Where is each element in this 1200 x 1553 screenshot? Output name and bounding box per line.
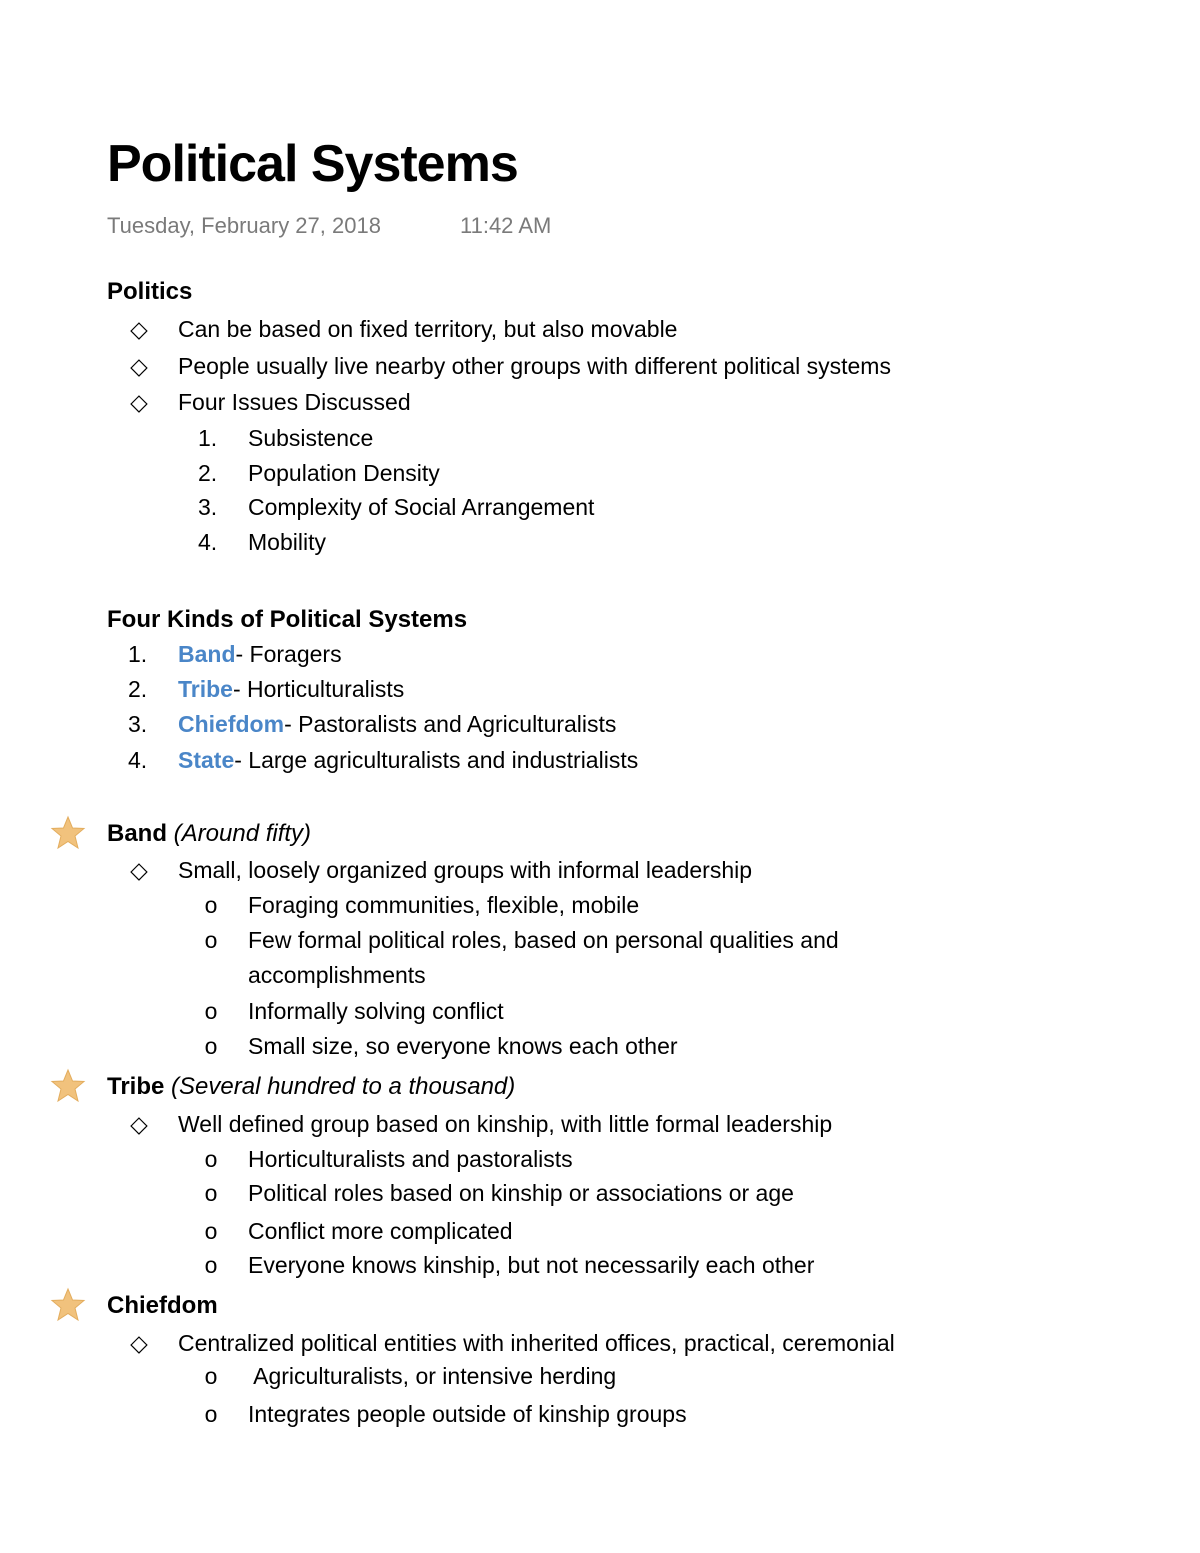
- kind-name: State: [178, 747, 235, 773]
- kind-name: Chiefdom: [178, 711, 285, 737]
- circle-bullet-icon: o: [204, 892, 218, 918]
- tribe-sub-text: Everyone knows kinship, but not necessarily each other: [248, 1252, 815, 1278]
- sub-bullet: [200, 1218, 222, 1245]
- band-title: Band: [107, 820, 167, 847]
- issue-text: Complexity of Social Arrangement: [248, 494, 595, 520]
- tribe-bullet: [128, 1111, 150, 1138]
- kind-number: 2.: [128, 676, 148, 702]
- tribe-sub-text: Horticulturalists and pastoralists: [248, 1146, 573, 1172]
- kind-number: 4.: [128, 747, 148, 773]
- politics-bullet-text: Four Issues Discussed: [178, 389, 411, 415]
- issue-number: 1.: [198, 425, 218, 451]
- politics-bullet: [128, 316, 150, 343]
- diamond-bullet-icon: ◇: [130, 857, 148, 883]
- diamond-bullet-icon: ◇: [130, 389, 148, 415]
- chiefdom-sub-text: Agriculturalists, or intensive herding: [248, 1363, 617, 1389]
- circle-bullet-icon: o: [204, 1401, 218, 1427]
- sub-bullet: [200, 1401, 222, 1428]
- kind-desc: - Pastoralists and Agriculturalists: [284, 711, 617, 737]
- issue-number: 2.: [198, 460, 218, 486]
- star-icon: [50, 815, 86, 851]
- issue-text: Population Density: [248, 460, 440, 486]
- issue-number: 3.: [198, 494, 218, 520]
- tribe-sub-text: Political roles based on kinship or associations or age: [248, 1180, 794, 1206]
- tribe-title: Tribe: [107, 1073, 165, 1100]
- circle-bullet-icon: o: [204, 1363, 218, 1389]
- kind-number: 3.: [128, 711, 148, 737]
- band-sub-text: Informally solving conflict: [248, 998, 504, 1024]
- circle-bullet-icon: o: [204, 1146, 218, 1172]
- tribe-sub-text: Conflict more complicated: [248, 1218, 513, 1244]
- tribe-heading: [107, 1073, 515, 1101]
- sub-bullet: [200, 1180, 222, 1207]
- band-subtitle: (Around fifty): [173, 820, 312, 847]
- band-sub-text: Foraging communities, flexible, mobile: [248, 892, 640, 918]
- kind-desc: - Foragers: [235, 641, 342, 667]
- circle-bullet-icon: o: [204, 1218, 218, 1244]
- kind-item: [178, 711, 616, 738]
- circle-bullet-icon: o: [204, 927, 218, 953]
- band-heading: [107, 820, 311, 848]
- circle-bullet-icon: o: [204, 1180, 218, 1206]
- kind-desc: - Large agriculturalists and industrialists: [234, 747, 639, 773]
- kind-item: [178, 676, 404, 703]
- band-bullet-text: Small, loosely organized groups with informal leadership: [178, 857, 753, 883]
- kind-name: Tribe: [178, 676, 233, 702]
- band-sub-text-cont: accomplishments: [248, 962, 426, 988]
- politics-bullet-text: Can be based on fixed territory, but also movable: [178, 316, 678, 342]
- star-icon: [50, 1068, 86, 1104]
- issue-text: Subsistence: [248, 425, 374, 451]
- sub-bullet: [200, 892, 222, 919]
- kind-item: [178, 747, 638, 774]
- circle-bullet-icon: o: [204, 1033, 218, 1059]
- chiefdom-bullet: [128, 1330, 150, 1357]
- kind-desc: - Horticulturalists: [232, 676, 405, 702]
- sub-bullet: [200, 1033, 222, 1060]
- issue-text: Mobility: [248, 529, 326, 555]
- diamond-bullet-icon: ◇: [130, 1111, 148, 1137]
- tribe-bullet-text: Well defined group based on kinship, with little formal leadership: [178, 1111, 833, 1137]
- band-sub-text: Small size, so everyone knows each other: [248, 1033, 678, 1059]
- politics-bullet: [128, 353, 150, 380]
- diamond-bullet-icon: ◇: [130, 316, 148, 342]
- band-bullet: [128, 857, 150, 884]
- politics-bullet-text: People usually live nearby other groups with different political systems: [178, 353, 891, 379]
- sub-bullet: [200, 998, 222, 1025]
- kind-item: [178, 641, 342, 668]
- page-title: Political Systems: [107, 135, 518, 193]
- diamond-bullet-icon: ◇: [130, 1330, 148, 1356]
- kind-name: Band: [178, 641, 236, 667]
- chiefdom-bullet-text: Centralized political entities with inherited offices, practical, ceremonial: [178, 1330, 895, 1356]
- sub-bullet: [200, 1146, 222, 1173]
- sub-bullet: [200, 1252, 222, 1279]
- note-time: 11:42 AM: [460, 213, 552, 238]
- politics-heading: Politics: [107, 278, 193, 305]
- tribe-subtitle: (Several hundred to a thousand): [171, 1073, 516, 1100]
- circle-bullet-icon: o: [204, 1252, 218, 1278]
- band-sub-text: Few formal political roles, based on personal qualities and: [248, 927, 839, 953]
- sub-bullet: [200, 927, 222, 954]
- politics-bullet: [128, 389, 150, 416]
- issue-number: 4.: [198, 529, 218, 555]
- diamond-bullet-icon: ◇: [130, 353, 148, 379]
- chiefdom-heading: Chiefdom: [107, 1292, 218, 1319]
- chiefdom-sub-text: Integrates people outside of kinship groups: [248, 1401, 687, 1427]
- star-icon: [50, 1287, 86, 1323]
- circle-bullet-icon: o: [204, 998, 218, 1024]
- kinds-heading: Four Kinds of Political Systems: [107, 606, 468, 633]
- note-date: Tuesday, February 27, 2018: [107, 213, 381, 238]
- kind-number: 1.: [128, 641, 148, 667]
- sub-bullet: [200, 1363, 222, 1390]
